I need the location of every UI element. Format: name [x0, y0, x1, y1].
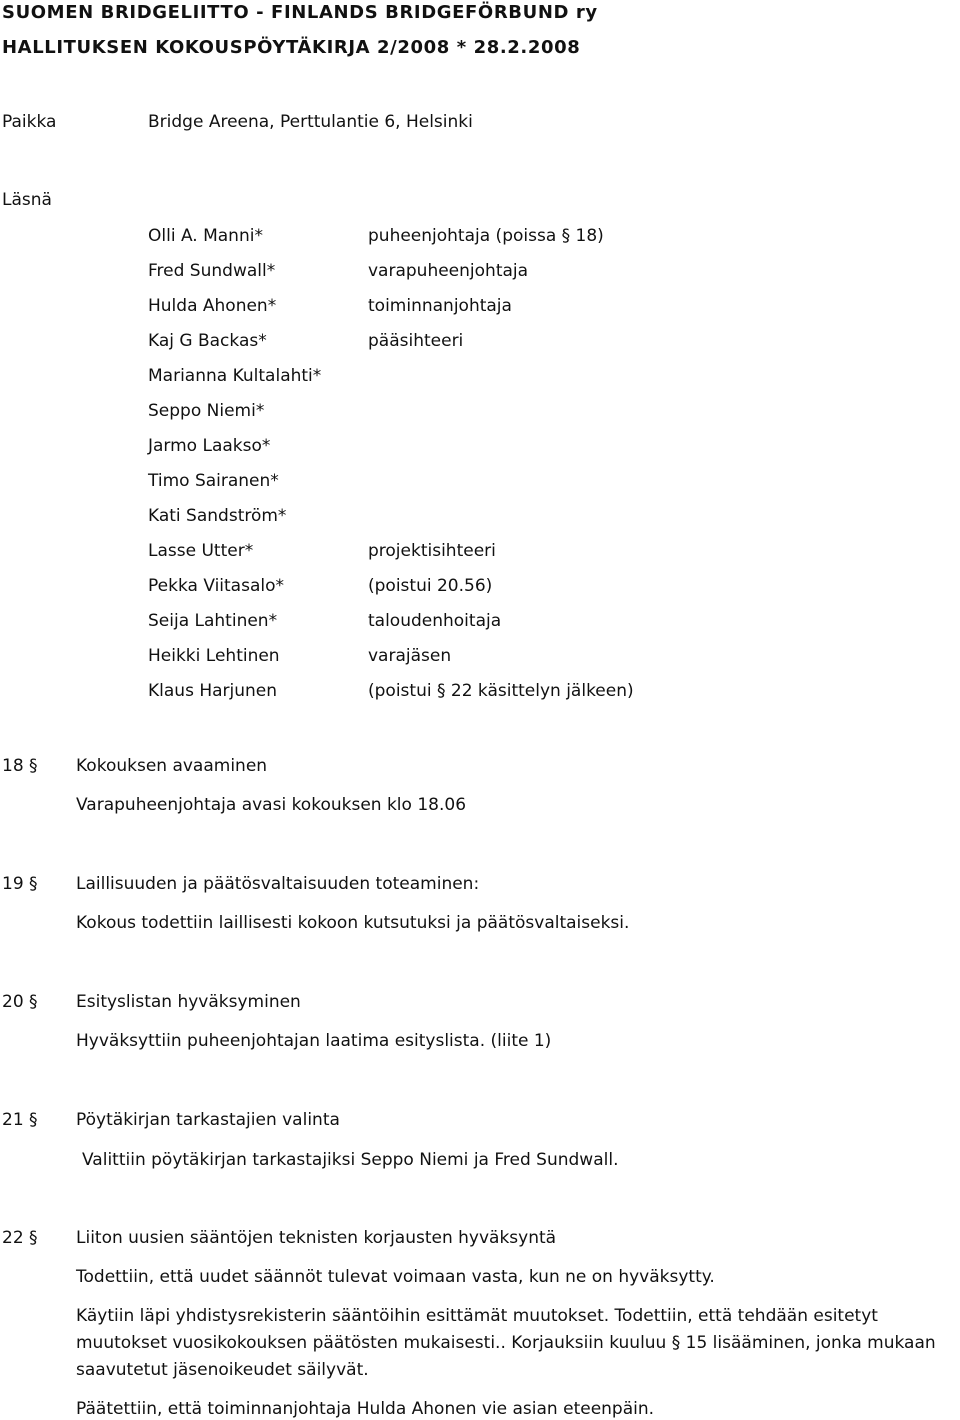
section-text: Valittiin pöytäkirjan tarkastajiksi Seppo Niemi ja Fred Sundwall.: [82, 1150, 619, 1170]
attendee-name: Heikki Lehtinen: [148, 646, 280, 666]
section-text: Varapuheenjohtaja avasi kokouksen klo 18.06: [76, 795, 467, 815]
section-number: 22 §: [2, 1228, 38, 1248]
section-text: Todettiin, että uudet säännöt tulevat voimaan vasta, kun ne on hyväksytty.: [76, 1267, 715, 1287]
section-number: 20 §: [2, 992, 38, 1012]
attendee-name: Olli A. Manni*: [148, 226, 263, 246]
section-number: 19 §: [2, 874, 38, 894]
section-title: Esityslistan hyväksyminen: [76, 992, 301, 1012]
attendee-name: Lasse Utter*: [148, 541, 254, 561]
attendee-name: Hulda Ahonen*: [148, 296, 277, 316]
section-text: Kokous todettiin laillisesti kokoon kutsutuksi ja päätösvaltaiseksi.: [76, 913, 630, 933]
section-number: 18 §: [2, 756, 38, 776]
section-title: Laillisuuden ja päätösvaltaisuuden toteaminen:: [76, 874, 480, 894]
section-title: Liiton uusien sääntöjen teknisten korjausten hyväksyntä: [76, 1228, 557, 1248]
attendee-name: Seija Lahtinen*: [148, 611, 278, 631]
section-text: Hyväksyttiin puheenjohtajan laatima esityslista. (liite 1): [76, 1031, 552, 1051]
attendee-role: taloudenhoitaja: [368, 611, 502, 631]
attendee-name: Jarmo Laakso*: [148, 436, 271, 456]
attendee-role: pääsihteeri: [368, 331, 464, 351]
attendee-role: varapuheenjohtaja: [368, 261, 529, 281]
attendee-name: Fred Sundwall*: [148, 261, 276, 281]
attendee-name: Klaus Harjunen: [148, 681, 278, 701]
attendee-role: (poistui 20.56): [368, 576, 493, 596]
section-title: Kokouksen avaaminen: [76, 756, 268, 776]
present-label: Läsnä: [2, 190, 52, 210]
attendee-name: Seppo Niemi*: [148, 401, 265, 421]
attendee-role: puheenjohtaja (poissa § 18): [368, 226, 604, 246]
attendee-role: toiminnanjohtaja: [368, 296, 512, 316]
attendee-name: Timo Sairanen*: [148, 471, 279, 491]
attendee-name: Kaj G Backas*: [148, 331, 267, 351]
section-title: Pöytäkirjan tarkastajien valinta: [76, 1110, 340, 1130]
place-value: Bridge Areena, Perttulantie 6, Helsinki: [148, 112, 473, 132]
section-text: Päätettiin, että toiminnanjohtaja Hulda Ahonen vie asian eteenpäin.: [76, 1399, 655, 1419]
document-subtitle: HALLITUKSEN KOKOUSPÖYTÄKIRJA 2/2008 * 28.2.2008: [2, 37, 581, 58]
place-label: Paikka: [2, 112, 57, 132]
section-number: 21 §: [2, 1110, 38, 1130]
document-title: SUOMEN BRIDGELIITTO - FINLANDS BRIDGEFÖRBUND ry: [2, 2, 598, 23]
attendee-name: Kati Sandström*: [148, 506, 287, 526]
attendee-role: projektisihteeri: [368, 541, 496, 561]
attendee-name: Marianna Kultalahti*: [148, 366, 322, 386]
attendee-role: (poistui § 22 käsittelyn jälkeen): [368, 681, 634, 701]
section-text: Käytiin läpi yhdistysrekisterin sääntöihin esittämät muutokset. Todettiin, että tehdään esitetyt muutokset vuosikokouksen päätösten mukaisesti.. Korjauksiin kuuluu § 15 lisääminen, jonka mukaan saavutetut jäsenoikeudet säilyvät.: [76, 1306, 936, 1380]
attendee-name: Pekka Viitasalo*: [148, 576, 284, 596]
attendee-role: varajäsen: [368, 646, 452, 666]
